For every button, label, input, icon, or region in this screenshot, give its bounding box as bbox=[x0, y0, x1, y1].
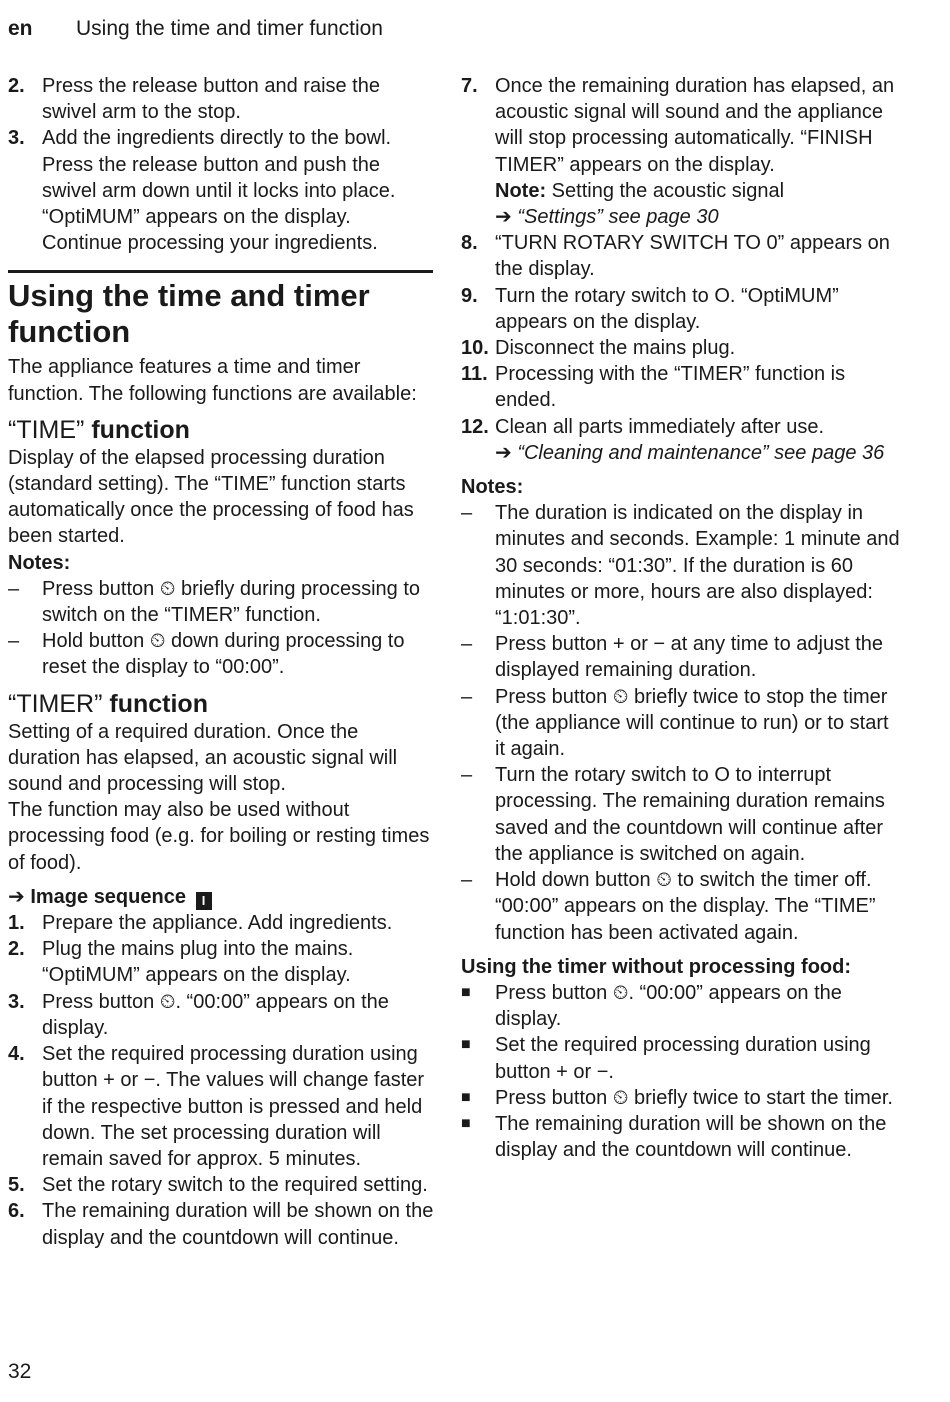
time-description: Display of the elapsed processing duration (standard setting). The “TIME” function starts automatically once the processing of food has been started. bbox=[8, 446, 414, 548]
step-number: 2. bbox=[8, 75, 25, 97]
note-label: Note: bbox=[495, 179, 547, 202]
list-item bbox=[461, 500, 901, 631]
step-text: Disconnect the mains plug. bbox=[495, 337, 736, 360]
step-text-block bbox=[495, 414, 901, 466]
list-item bbox=[461, 73, 901, 230]
notes-label: Notes: bbox=[8, 551, 71, 574]
note-text: Press button ⏲ briefly twice to stop the timer (the appliance will continue to run) or to start it again. bbox=[495, 685, 889, 761]
timer-description: Setting of a required duration. Once the duration has elapsed, an acoustic signal will sound and processing will stop. bbox=[8, 720, 398, 796]
list-item bbox=[461, 684, 901, 763]
top-steps-list bbox=[8, 73, 436, 256]
bullet-text: Press button ⏲. “00:00” appears on the display. bbox=[495, 981, 842, 1031]
note-text: Setting the acoustic signal bbox=[551, 179, 785, 202]
intro-text: The appliance features a time and timer function. The following functions are available: bbox=[8, 356, 417, 405]
step-text: “TURN ROTARY SWITCH TO 0” appears on the display. bbox=[495, 232, 890, 281]
step-text: Once the remaining duration has elapsed, an acoustic signal will sound and the appliance will stop processing automatically. “FINISH TIMER” appears on the display. bbox=[495, 75, 895, 176]
step-text: Set the required processing duration using button + or −. The values will change faster if the respective button is pressed and held down. The set processing duration will remain saved for approx. 5 minutes. bbox=[42, 1043, 425, 1170]
list-item bbox=[461, 980, 901, 1032]
bullet-square-icon: ■ bbox=[461, 1088, 471, 1106]
list-item bbox=[8, 628, 436, 680]
note-text: Hold button ⏲ down during processing to reset the display to “00:00”. bbox=[42, 630, 405, 679]
step-text: The remaining duration will be shown on the display and the countdown will continue. bbox=[42, 1200, 434, 1249]
time-function-heading bbox=[8, 415, 436, 445]
step-number: 1. bbox=[8, 912, 25, 935]
step-number: 7. bbox=[461, 75, 478, 97]
list-item bbox=[461, 414, 901, 466]
list-item bbox=[8, 576, 436, 628]
list-item bbox=[461, 1111, 901, 1163]
list-item bbox=[8, 1041, 436, 1172]
section-heading: Using the time and timer function bbox=[8, 278, 370, 350]
list-item bbox=[461, 631, 901, 683]
step-text: Press button ⏲. “00:00” appears on the display. bbox=[42, 990, 389, 1039]
image-sequence-label: Image sequence bbox=[30, 885, 186, 908]
step-text: Set the rotary switch to the required setting. bbox=[42, 1174, 428, 1197]
time-label: “TIME” bbox=[8, 415, 85, 444]
timer-label: “TIMER” bbox=[8, 689, 103, 718]
bullet-text: Set the required processing duration using button + or −. bbox=[495, 1034, 871, 1083]
bullet-square-icon: ■ bbox=[461, 1114, 471, 1132]
dash-mark: – bbox=[8, 630, 20, 653]
function-word: function bbox=[109, 689, 208, 718]
left-column bbox=[8, 73, 436, 1251]
bullet-square-icon: ■ bbox=[461, 1036, 471, 1054]
list-item bbox=[8, 1198, 436, 1250]
timer-description-2: The function may also be used without processing food (e.g. for boiling or resting times of food). bbox=[8, 799, 430, 874]
step-text-block bbox=[495, 73, 901, 230]
page-header bbox=[8, 14, 383, 44]
header-title: Using the time and timer function bbox=[76, 17, 383, 40]
step-text: Turn the rotary switch to O. “OptiMUM” appears on the display. bbox=[495, 284, 839, 333]
step-number: 12. bbox=[461, 415, 489, 438]
note-text: Hold down button ⏲ to switch the timer off. “00:00” appears on the display. The “TIME” function has been activated again. bbox=[495, 869, 876, 944]
arrow-right-icon: ➔ bbox=[495, 206, 512, 229]
step-number: 2. bbox=[8, 938, 25, 961]
step-number: 5. bbox=[8, 1174, 25, 1197]
step-text: Clean all parts immediately after use. bbox=[495, 415, 825, 438]
list-item bbox=[8, 1172, 436, 1198]
list-item bbox=[461, 867, 901, 946]
page-number: 32 bbox=[8, 1360, 32, 1383]
dash-mark: – bbox=[8, 577, 20, 600]
list-item bbox=[461, 762, 901, 867]
step-text: Plug the mains plug into the mains. “OptiMUM” appears on the display. bbox=[42, 938, 354, 987]
dash-mark: – bbox=[461, 633, 473, 656]
subsection-heading: Using the timer without processing food: bbox=[461, 955, 851, 978]
step-number: 3. bbox=[8, 127, 25, 150]
image-sequence-ref bbox=[8, 884, 436, 910]
step-number: 8. bbox=[461, 232, 478, 255]
list-item bbox=[461, 1085, 901, 1111]
list-item bbox=[8, 936, 436, 988]
list-item bbox=[461, 1032, 901, 1084]
right-column bbox=[461, 73, 901, 1163]
dash-mark: – bbox=[461, 685, 473, 708]
bullet-square-icon: ■ bbox=[461, 983, 471, 1001]
step-number: 11. bbox=[461, 363, 488, 386]
notes-label: Notes: bbox=[461, 476, 524, 499]
note-text: Turn the rotary switch to O to interrupt processing. The remaining duration remains saved and the countdown will continue after the appliance is switched on again. bbox=[495, 764, 885, 865]
language-code: en bbox=[8, 17, 33, 40]
arrow-right-icon: ➔ bbox=[8, 885, 25, 908]
steps-list bbox=[8, 910, 436, 1251]
step-text: Press the release button and raise the swivel arm to the stop. bbox=[42, 75, 380, 124]
step-text: Add the ingredients directly to the bowl. Press the release button and push the swivel arm down until it locks into place. “OptiMUM” appears on the display. Continue processing your ingredients. bbox=[42, 127, 396, 255]
list-item bbox=[461, 361, 901, 413]
timer-function-heading bbox=[8, 689, 436, 719]
step-number: 10. bbox=[461, 337, 489, 360]
step-number: 9. bbox=[461, 284, 478, 307]
note-text: Press button + or − at any time to adjust the displayed remaining duration. bbox=[495, 633, 883, 682]
function-word: function bbox=[91, 415, 190, 444]
page-reference: “Settings” see page 30 bbox=[517, 206, 719, 229]
list-item bbox=[8, 73, 436, 125]
list-item bbox=[8, 910, 436, 936]
list-item bbox=[8, 125, 436, 256]
list-item bbox=[461, 230, 901, 282]
note-text: Press button ⏲ briefly during processing to switch on the “TIMER” function. bbox=[42, 577, 421, 627]
dash-mark: – bbox=[461, 502, 473, 525]
step-number: 6. bbox=[8, 1200, 25, 1223]
bullet-text: Press button ⏲ briefly twice to start the timer. bbox=[495, 1086, 893, 1109]
note-text: The duration is indicated on the display in minutes and seconds. Example: 1 minute and 30 seconds: “01:30”. If the duration is 60 minutes or more, hours are also displayed: “1:01:30”. bbox=[495, 502, 900, 630]
step-number: 3. bbox=[8, 990, 25, 1013]
dash-mark: – bbox=[461, 764, 473, 787]
image-sequence-box: I bbox=[196, 892, 212, 910]
step-number: 4. bbox=[8, 1043, 25, 1066]
list-item bbox=[8, 989, 436, 1041]
bullet-text: The remaining duration will be shown on the display and the countdown will continue. bbox=[495, 1112, 887, 1162]
dash-mark: – bbox=[461, 869, 473, 892]
step-text: Processing with the “TIMER” function is ended. bbox=[495, 363, 846, 412]
list-item bbox=[461, 335, 901, 361]
arrow-right-icon: ➔ bbox=[495, 441, 512, 464]
page-reference: “Cleaning and maintenance” see page 36 bbox=[517, 441, 885, 464]
list-item bbox=[461, 283, 901, 335]
step-text: Prepare the appliance. Add ingredients. bbox=[42, 912, 393, 935]
section-divider bbox=[8, 270, 433, 273]
